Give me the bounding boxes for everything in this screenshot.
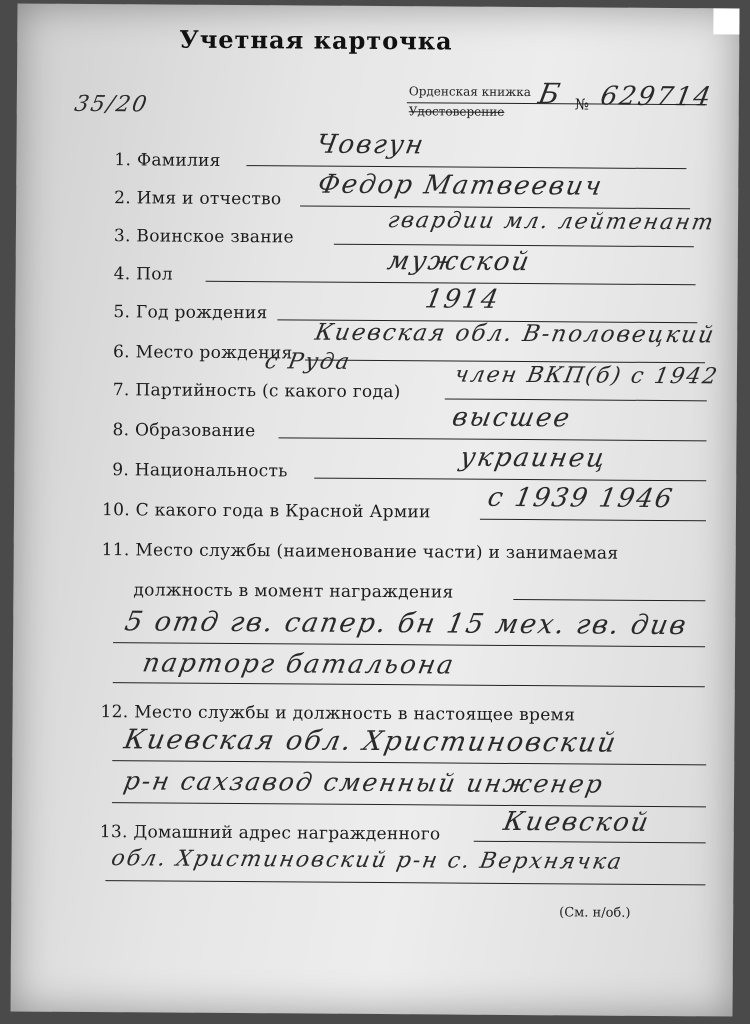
field-12-rule-2	[112, 802, 706, 807]
field-13-value: Киевской	[501, 806, 653, 838]
field-4-value: мужской	[384, 246, 534, 278]
field-4-label: 4. Пол	[113, 264, 174, 285]
card-title: Учетная карточка	[179, 24, 453, 56]
number-sign: №	[574, 95, 590, 114]
book-number: 629714	[598, 81, 715, 113]
corner-note: 35/20	[72, 91, 151, 118]
field-12-value-2: р-н сахзавод сменный инженер	[121, 766, 607, 799]
field-7-value: член ВКП(б) с 1942	[452, 362, 721, 390]
field-9-rule	[314, 478, 706, 482]
field-13-rule	[474, 841, 706, 844]
field-5-value: 1914	[422, 284, 503, 315]
field-1-label: 1. Фамилия	[114, 150, 221, 171]
order-book-label: Орденская книжка	[408, 84, 531, 100]
field-11-label-2: должность в момент награждения	[133, 580, 454, 603]
field-11-rule-3	[113, 682, 705, 687]
field-6-value-2: с Руда	[262, 349, 354, 375]
field-7-rule	[445, 398, 707, 401]
field-13-value-2: обл. Христиновский р-н с. Верхнячка	[109, 846, 626, 875]
award-record-card	[10, 3, 739, 1016]
field-12-label: 12. Место службы и должность в настоящее время	[100, 702, 576, 726]
field-9-label: 9. Национальность	[112, 460, 288, 482]
field-10-rule	[480, 519, 706, 522]
field-3-value: гвардии мл. лейтенант	[385, 208, 717, 236]
field-11-label: 11. Место службы (наименование части) и занимаемая	[101, 540, 619, 564]
field-13-label: 13. Домашний адрес награжденного	[99, 822, 441, 845]
field-8-rule	[278, 437, 706, 441]
field-1-rule	[246, 165, 686, 169]
field-10-label: 10. С какого года в Красной Армии	[101, 500, 431, 523]
field-9-value: украинец	[457, 442, 610, 474]
field-1-value: Човгун	[313, 129, 428, 161]
field-3-label: 3. Воинское звание	[113, 226, 294, 248]
field-7-label: 7. Партийность (с какого года)	[112, 380, 401, 403]
page-corner	[713, 8, 739, 34]
field-10-value: с 1939 1946	[485, 482, 677, 515]
field-8-label: 8. Образование	[112, 420, 256, 442]
field-2-value: Федор Матвеевич	[315, 169, 606, 202]
field-11-value-2: парторг батальона	[140, 648, 458, 681]
field-2-label: 2. Имя и отчество	[114, 188, 282, 210]
field-5-label: 5. Год рождения	[113, 302, 268, 324]
field-6-label: 6. Место рождения	[113, 342, 293, 364]
field-6-value: Киевская обл. В-половецкий	[312, 319, 718, 349]
field-12-rule	[112, 760, 706, 765]
field-8-value: высшее	[449, 402, 574, 434]
field-11-value: 5 отд гв. сапер. бн 15 мех. гв. див	[122, 606, 691, 642]
field-12-value: Киевская обл. Христиновский	[121, 724, 620, 759]
certificate-label: Удостоверение	[408, 104, 505, 119]
series-letter: Б	[535, 77, 565, 111]
field-13-rule-2	[105, 880, 705, 885]
field-11-rule-2	[113, 642, 705, 647]
field-11-rule	[513, 599, 705, 601]
footer-note: (См. н/об.)	[559, 905, 631, 921]
